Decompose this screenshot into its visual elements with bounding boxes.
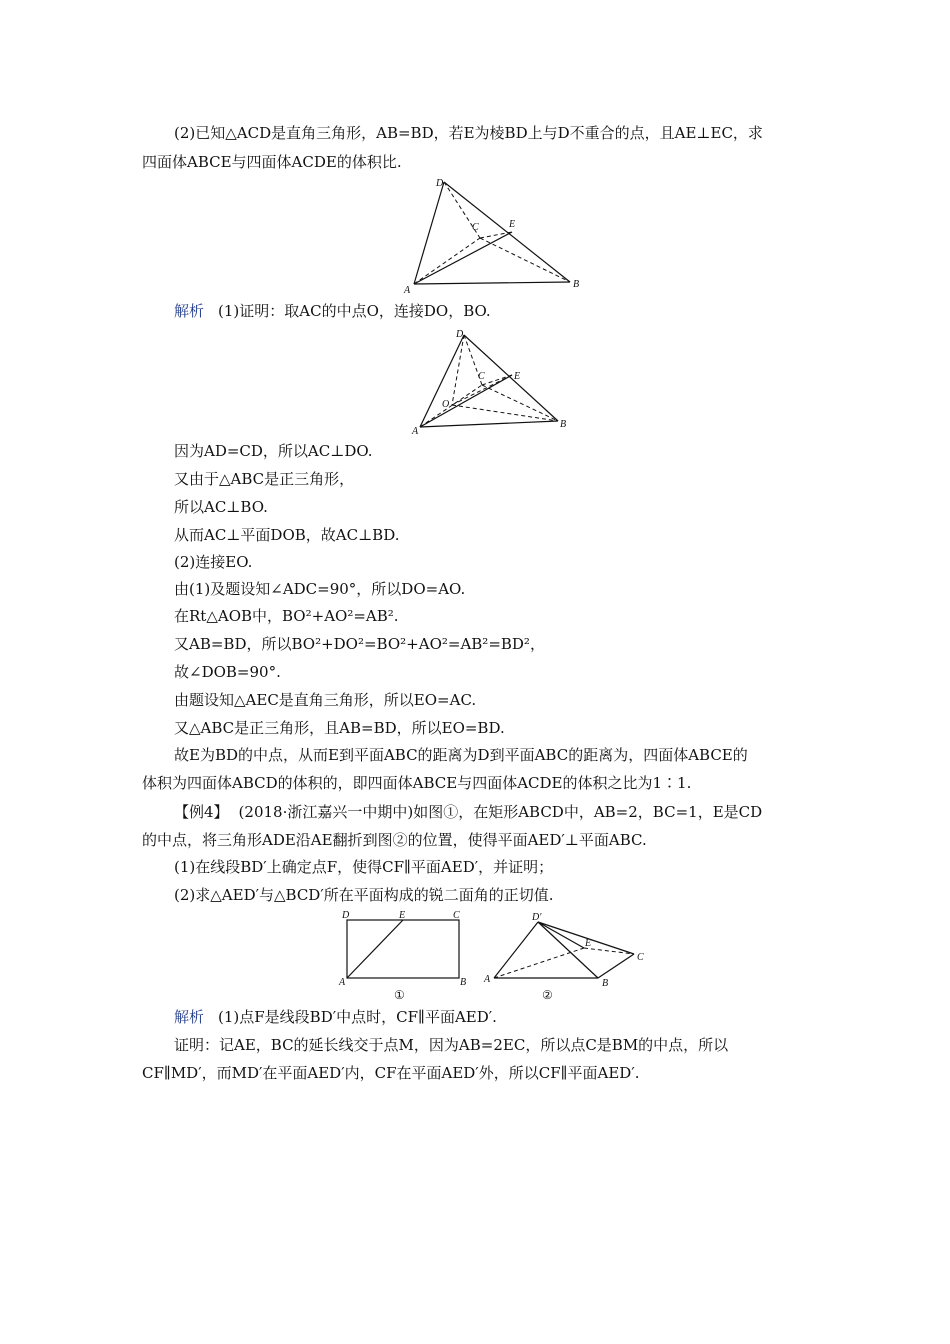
example-4-line-2: 的中点，将三角形ADE沿AE翻折到图②的位置，使得平面AED′⊥平面ABC.	[142, 831, 647, 849]
proof-line: 从而AC⊥平面DOB，故AC⊥BD.	[174, 526, 400, 544]
problem-line-1: (2)已知△ACD是直角三角形，AB=BD，若E为棱BD上与D不重合的点，且AE⊥EC，求	[174, 124, 763, 142]
label-B: B	[602, 978, 609, 989]
conclusion-line-2: 体积为四面体ABCD的体积的，即四面体ABCE与四面体ACDE的体积之比为1∶1.	[142, 774, 692, 792]
label-C: C	[472, 222, 479, 233]
edge-AE	[494, 948, 584, 978]
example-4-question-1: (1)在线段BD′上确定点F，使得CF∥平面AED′，并证明；	[174, 858, 554, 876]
label-A: A	[412, 426, 419, 435]
figure-tetrahedron-2	[408, 325, 578, 435]
label-D-prime: D′	[532, 912, 542, 923]
label-E: E	[585, 938, 592, 949]
label-D: D	[436, 178, 444, 189]
edge-DA	[420, 335, 464, 427]
solution-2-proof-1: 证明：记AE，BC的延长线交于点M，因为AB=2EC，所以点C是BM的中点，所以	[174, 1036, 729, 1054]
label-B: B	[460, 977, 467, 988]
label-E: E	[399, 910, 406, 921]
proof-line: 所以AC⊥BO.	[174, 498, 268, 516]
example-4-text: (2018·浙江嘉兴一中期中)如图①，在矩形ABCD中，AB=2，BC=1，E是CD	[238, 803, 763, 821]
edge-DB	[444, 182, 570, 282]
label-E: E	[514, 371, 521, 382]
label-C: C	[637, 952, 644, 963]
figure-folded	[482, 908, 654, 1002]
edge-AB	[414, 282, 570, 284]
example-4-line-1	[174, 802, 844, 822]
label-O: O	[442, 399, 450, 410]
label-D: D	[342, 910, 350, 921]
edge-DO	[452, 335, 464, 405]
label-B: B	[573, 279, 580, 290]
proof-line: (2)连接EO.	[174, 553, 253, 571]
label-E: E	[509, 219, 516, 230]
proof-line: 又由于△ABC是正三角形，	[174, 470, 355, 488]
label-A: A	[484, 974, 491, 985]
edge-CB	[480, 238, 570, 282]
solution-1-line	[174, 301, 844, 321]
label-C: C	[478, 371, 485, 382]
edge-BC	[598, 954, 634, 978]
proof-line: 故∠DOB=90°.	[174, 663, 281, 681]
figure-rectangle	[336, 908, 474, 1002]
edge-CB	[482, 385, 558, 421]
solution-2-proof-2: CF∥MD′，而MD′在平面AED′内，CF在平面AED′外，所以CF∥平面AED′.	[142, 1064, 640, 1082]
proof-line: 由题设知△AEC是直角三角形，所以EO=AC.	[174, 691, 477, 709]
edge-AE	[420, 375, 512, 427]
solution-2-text: (1)点F是线段BD′中点时，CF∥平面AED′.	[218, 1008, 497, 1026]
label-B: B	[560, 419, 567, 430]
conclusion-line-1: 故E为BD的中点，从而E到平面ABC的距离为D到平面ABC的距离为，四面体ABCE的	[174, 746, 748, 764]
example-4-question-2: (2)求△AED′与△BCD′所在平面构成的锐二面角的正切值.	[174, 886, 554, 904]
proof-line: 又AB=BD，所以BO²+DO²=BO²+AO²=AB²=BD²，	[174, 635, 545, 653]
edge-DA	[414, 182, 444, 284]
solution-label: 解析	[174, 1008, 205, 1026]
problem-line-2: 四面体ABCE与四面体ACDE的体积比.	[142, 153, 402, 171]
label-C: C	[453, 910, 460, 921]
edge-AC	[414, 238, 480, 284]
example-tag: 【例4】	[174, 803, 229, 821]
proof-line: 在Rt△AOB中，BO²+AO²=AB².	[174, 607, 399, 625]
solution-1-text: (1)证明：取AC的中点O，连接DO，BO.	[218, 302, 491, 320]
rectangle-ABCD	[347, 920, 459, 978]
edge-D'B	[538, 922, 598, 978]
label-D: D	[456, 329, 464, 340]
edge-D'A	[494, 922, 538, 978]
edge-AB	[420, 421, 558, 427]
label-A: A	[339, 977, 346, 988]
proof-line: 又△ABC是正三角形，且AB=BD，所以EO=BD.	[174, 719, 505, 737]
figure-caption-1: ①	[394, 988, 405, 1002]
segment-AE	[347, 920, 403, 978]
proof-line: 因为AD=CD，所以AC⊥DO.	[174, 442, 373, 460]
proof-line: 由(1)及题设知∠ADC=90°，所以DO=AO.	[174, 580, 466, 598]
solution-label: 解析	[174, 302, 205, 320]
label-A: A	[404, 285, 411, 294]
figure-tetrahedron-1	[400, 176, 590, 294]
solution-2-line	[174, 1007, 844, 1027]
edge-AC	[420, 385, 482, 427]
figure-caption-2: ②	[542, 988, 553, 1002]
edge-AE	[414, 232, 512, 284]
